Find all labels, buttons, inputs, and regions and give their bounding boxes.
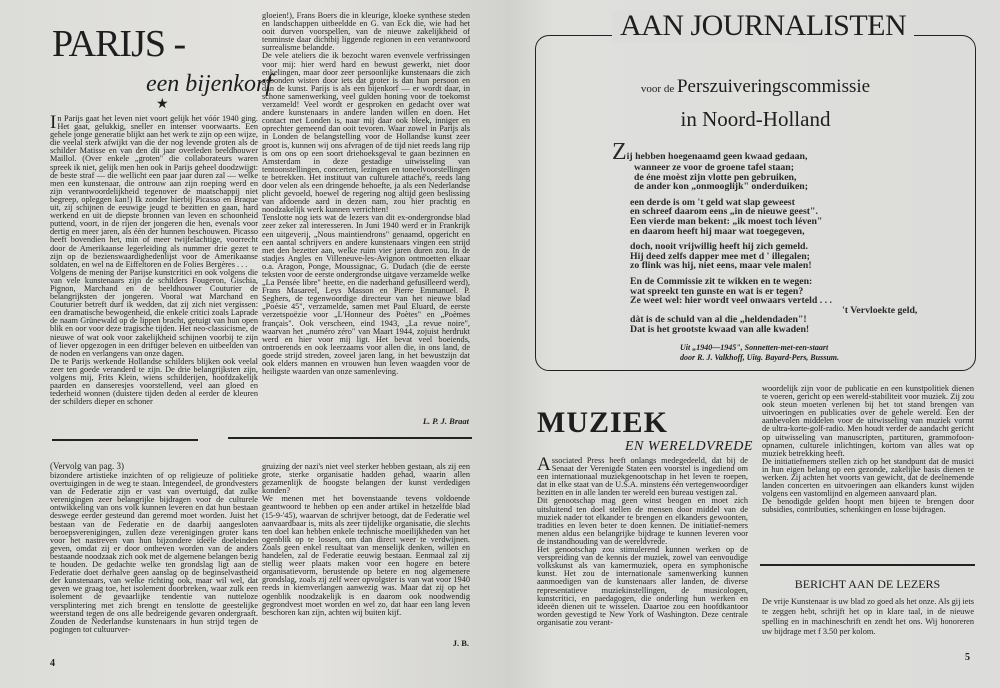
paragraph: Associated Press heeft onlangs medegedeeld, dat bij de Senaat der Verenigde Staten een voorstel is ingediend om een internationaal muziekgenootschap in het leven te roepen, dat in elke staat van de U.S.A. minstens één vertegenwoordiger bezitten en in alle landen ter wereld een bureau vestigen zal.: [537, 457, 748, 498]
poem-line: dàt is de schuld van al die „heldendaden"!: [630, 314, 807, 326]
paragraph: woordelijk zijn voor de publicatie en een kunstpolitiek dienen te voeren, gericht op een wereld-stabiliteit voor muziek. Zij zou ook steun moeten verlenen bij het tot stand brengen van uitvoeringen en publicaties over de gehele wereld. Een der aanbevolen middelen voor de uitwisseling van muziek vormt de ultra-korte-golf-radio. Men houdt verder de aandacht gericht op uitwisseling van manuscripten, partituren, grammofoon-opnamen, culturele inlichtingen, kortom van alles wat op muziek betrekking heeft.: [762, 385, 974, 458]
subtitle-main: Perszuiveringscommissie: [676, 76, 871, 97]
poem-body: [612, 139, 918, 341]
poem-subtitle: [535, 76, 976, 100]
page-number: 5: [965, 652, 970, 663]
poem-stanza: [612, 198, 917, 236]
poem-line: de ander kon „onmooglijk" onderduiken;: [634, 181, 809, 193]
poem-title: AAN JOURNALISTEN: [612, 10, 914, 42]
parijs-column-2: [262, 12, 470, 412]
poem-line: en schreef daarom eens „in de nieuwe geest".: [630, 206, 818, 218]
divider: [760, 564, 975, 566]
paragraph: gloeien!), Frans Boers die in kleurige, kloeke synthese steden en landschappen uitbeeldde en G. van Eck die, wie had het ooit durven voorspellen, van de nieuwe zakelijkheid of tenminste daar dichtbij liggende regionen in een verantwoord surrealisme belandde.: [262, 12, 470, 53]
article-title: MUZIEK: [537, 406, 669, 439]
poem-stanza: [612, 277, 917, 335]
article-title: PARIJS -: [52, 23, 186, 65]
poem-line: Hij deed zelfs dapper mee met d ' illegalen;: [630, 250, 810, 262]
paragraph: Volgens de mening der Parijse kunstcritici en ook volgens die van vele kunstenaars zijn de schilders Fougeron, Gischia, Pignon, Marchand en de beeldhouwer Couturier de belangrijksten der jongeren. Vooral wat Marchand en Couturier betreft durf ik wedden, dat zij zich niet vergissen: een dramatische bewogenheid, die enkele critici zoals Laprade de naam Grünewald op de lippen bracht, getuigt van hun open blik en oor voor deze tragische tijden. Het neo-classicisme, de nieuwe of wat ook voor zakelijkheid schijnen voorbij te zijn of liever opgezogen in een driftiger beleven en uitbeelden van de noden en verlangens van onze dagen.: [50, 267, 258, 358]
paragraph: In Parijs gaat het leven niet voort gelijk het vóór 1940 ging. Het gaat, gelukkig, sneller en intenser voorwaarts. Een gehele jonge generatie blijkt aan het werk te zijn op een wijze, die veelal sterk afwijkt van die der nog levende groten als de schilder Matisse en van den dit jaar overleden beeldhouwer Maillol. (Over enkele „groten" die collaborateurs waren spreek ik niet, gelijk men hen ook in Parijs geheel doodzwijgt: de beste straf — die wellicht een paar jaar duren zal — welke men een kunstenaar, die ontrouw aan zijn roeping werd en zijn verantwoordelijkheid tegenover de maatschappij niet begreep, opleggen kan!) Ik zonder hierbij Picasso en Braque uit, zij schijnen de eeuwige jeugd te bezitten en gaan, hard werkend en uit de diepste bronnen van leven en schoonheid puttend, voort, in de rijen der jongeren die hen, evenals voor dertig en meer jaren, als één der hunnen beschouwen. Picasso heeft bovendien het, min of meer twijfelachtige, voorrecht door de Amerikaanse legerleiding als nummer drie gezet te zijn op de bezienswaardighedenlijst voor de Amerikaanse soldaten, en wel na de Eiffeltoren en de Folies Bergères . . .: [50, 115, 258, 269]
paragraph: We menen met het bovenstaande tevens voldoende geantwoord te hebben op een ander artikel in hetzelfde blad (15-9-'45), waarvan de schrijver betoogt, dat de Federatie wel aanvaardbaar is, mits als zeer tijdelijke organisatie, die slechts ten doel kan hebben enkele technische moeilijkheden van het ogenblik op te lossen, om dan direct weer te verdwijnen. Zoals geen enkel resultaat van menselijk denken, willen en handelen, zal de Federatie eeuwig bestaan. Eenmaal zal zij stellig weer plaats maken voor een hogere en betere organisatievorm, berustende op betere en nog algemenere grondslag, zoals zij zelf weer opvolgster is van wat voor 1940 reeds in kiemverlangen aanwezig was. Maar dat zij op het ogenblik noodzakelijk is en daarom ook noodwendig gegrondvest moet worden en wel zo, dat haar een lang leven beschoren kan zijn, achten wij buiten kijf.: [262, 494, 470, 617]
poem-line: doch, nooit vrijwillig heeft hij zich gemeld.: [630, 241, 808, 253]
author-signature: J. B.: [452, 638, 469, 648]
source-line: door R. J. Valkhoff, Uitg. Bayard-Pers, Bussum.: [680, 353, 839, 362]
poem-line: Zij hebben hoegenaamd geen kwaad gedaan,: [612, 139, 808, 165]
poem-line: wat spreekt ten gunste en wat is er tegen?: [630, 285, 804, 297]
notice-title: BERICHT AAN DE LEZERS: [794, 577, 941, 591]
federatie-column-1: [50, 472, 258, 652]
paragraph: Dit genootschap mag geen winst beogen en moet zich uitsluitend ten doel stellen de mensen door middel van de muziek nader tot elkander te brengen en elkanders gewoonten, tradities en leven beter te doen kennen. De initiatief-nemers menen aldus een belangrijke bijdrage te kunnen leveren voor de instandhouding van de wereldvrede.: [537, 496, 748, 546]
poem-line: een derde is om 't geld wat slap geweest: [630, 196, 795, 208]
paragraph: De vele ateliers die ik bezocht waren evenvele verfrissingen voor mij: hier werd hard en bewust gewerkt, niet door enkelingen, maar door zeer persoonlijke kunstenaars die zich gebonden wisten door iets dat groter is dan hun persoon en dan de kunst. Parijs is als een bijenkorf — er wordt daar, in schone samenwerking, veel gulden honing voor de toekomst verzameld! Veel wordt er gesproken en gedacht over wat andere kunstenaars in andere landen willen en doen. Het contact met Londen is, naar mij daar ook bleek, inniger en oprechter gemeend dan ooit tevoren. Waar zowel in Parijs als in Londen de belangstelling voor de Hollandse kunst zeer groot is, kunnen wij ons afvragen of de tijd niet reeds lang rijp is om ons op een soort driehoeksgeval te gaan bezinnen en Amsterdam in deze gestadige uitwisseling van tentoonstellingen, concerten, lezingen en toneelvoorstellingen te betrekken. Het instituut van culturele attaché's, reeds lang door velen als een dringende behoefte, ja als een Nederlandse plicht gevoeld, hoewel de regering nog altijd geen beslissing van afdoende aard in dezen nam, zou hier prachtig en noodzakelijk werk kunnen verrichten!: [262, 51, 470, 215]
parijs-column-1: [50, 115, 258, 444]
star-ornament-icon: ★: [156, 97, 168, 112]
paragraph: Het genootschap zou stimulerend kunnen werken op de verspreiding van de kennis der muziek, zowel van eenvoudige volkskunst als van kamermuziek, opera en symphonische kunst. Het zou de internationale samenwerking kunnen aanmoedigen van de kunstenaars aller landen, de diverse representatieve muziekinstellingen, de musicologen, kunstcritici, en paedagogen, die onderling hun werken en ideeën dienen uit te wisselen. Daartoe zou een hoofdkantoor worden gevestigd te New York of Washington. Deze centrale organisatie zou verant-: [537, 545, 748, 627]
paragraph: De benodigde gelden hoopt men bijeen te brengen door subsidies, contributies, schenkingen en losse bijdragen.: [762, 497, 974, 515]
poem-line: Een vierde man bekent: „ik moest toch léven": [630, 215, 823, 227]
article-subtitle: een bijenkorf: [146, 71, 272, 97]
poem-line: 't Vervloekte geld,: [842, 304, 918, 316]
poem-line: Ze weet wel: hier wordt veel onwaars verteld . . .: [630, 295, 832, 307]
federatie-column-2: [262, 463, 470, 635]
divider: [52, 439, 198, 441]
article-subtitle: EN WERELDVREDE: [625, 439, 753, 454]
page-number: 4: [50, 658, 55, 669]
poem-stanza: [612, 242, 917, 271]
paragraph: De te Parijs werkende Hollandse schilders blijken ook veelal zeer ten goede veranderd te zijn. De drie belangrijksten zijn, volgens mij, Frits Klein, wiens schilderijen, hoofdzakelijk paarden en danseresjes voorstellend, veel aan gloed en tederheid wonnen (duistere tijden deden al eerder de kleuren der schilders dieper en schoner: [50, 356, 258, 407]
notice-text: De vrije Kunstenaar is uw blad zo goed als het onze. Als gij iets te zeggen hebt, schrijft het op in klare taal, in de nieuwe spelling en in machineschrift en zendt het ons. Wij honoreren uw bijdrage met f 3.50 per kolom.: [762, 597, 974, 636]
poem-line: zo flink was hij, niet eens, maar vele malen!: [630, 260, 812, 272]
poem-line: de éne moèst zijn vlotte pen gebruiken,: [634, 171, 797, 183]
muziek-column-1: [537, 457, 748, 643]
poem-stanza: [612, 139, 917, 193]
poem-subtitle-line2: in Noord-Holland: [680, 107, 831, 131]
continued-note: (Vervolg van pag. 3): [50, 461, 124, 471]
paragraph: De initiatiefnemers stellen zich op het standpunt dat de musici in hun eigen belang op een gezonde, zakelijke basis dienen te werken. Zij achten het voorts van gewicht, dat de deelnemende landen concerten en uitvoeringen aan elkanders kunst wijden volgens een vastomlijnd en algemeen aanvaard plan.: [762, 456, 974, 499]
paragraph: gruizing der nazi's niet veel sterker hebben gestaan, als zij een grote, sterke organisatie hadden gehad, waarin allen gezamenlijk de hoogste belangen der kunst verdedigen konden?: [262, 463, 470, 496]
muziek-column-2: [762, 385, 974, 545]
poem-source: [680, 343, 839, 363]
source-line: Uit „1940—1945", Sonnetten-met-een-staart: [680, 343, 829, 352]
poem-line: wanneer ze voor de groene tafel staan;: [634, 162, 794, 173]
subtitle-prefix: voor de: [640, 83, 675, 95]
poem-line: en daarom heeft hij maar wat toegegeven,: [630, 225, 805, 237]
paragraph: Tenslotte nog iets wat de lezers van dit ex-ondergrondse blad zeer zeker zal interesseren. In Juni 1940 werd er in Frankrijk een uitgeverij, „Nous maintiendrons" genaamd, opgericht en een aantal schrijvers en andere kunstenaars vingen een strijd met den bezetter aan, welke ruim vier jaren duren zou. In de stadjes Angles en Villeneuve-les-Avignon ontmoetten elkaar o.a. Aragon, Ponge, Moussignac, G. Dudach (die de eerste teksten voor de eerste ondergrondse uitgave verzamelde welke „La Pensée libre" heette, en die naderhand gefusilleerd werd), Frans Masareel, Leys Masson en Pierre Emmanuel. P. Seghers, de tegenwoordige directeur van het nieuwe blad „Poésie 45", verzamelde, samen met Paul Eluard, de eerste verzetspoëzie voor „L'Honneur des Poètes" en „Poèmes français". Ook verscheen, eind 1943, „La revue noire", waarvan het „numéro zéro" van Maart 1944, zojuist herdrukt werd en hier voor mij ligt. Het bevat veel boeiends, ontroerends en ook leerzaams voor allen die, in ons land, de goede strijd streden, zoveel jaren lang, in het bewustzijn dat ook elders mannen en vrouwen hun leven waagden voor de heiligste waarden van onze samenleving.: [262, 213, 470, 377]
paragraph: bizondere artistieke inzichten of op religieuze of politieke overtuigingen in de weg te staan. Integendeel, de grondvesters van de Federatie zijn er vast van overtuigd, dat zulke verenigingen zeer belangrijke bijdragen voor de culturele ontwikkeling van ons volk kunnen leveren en dat hun bestaan deswege eerder gesteund dan geremd moet worden. Juist het bestaan van de Federatie en de daarbij aangesloten beroepsverenigingen, zullen deze verenigingen groter kans voor het nastreven van hun bijzondere ideële doeleinden geven, omdat zij er door ontheven worden van de anders bestaande noodzaak zich ook met de algemene belangen bezig te houden. De gedachte welke ten grondslag ligt aan de Federatie doet derhalve geen aanslag op de beginselvastheid der kunstenaars, van welke richting ook, maar wil wel, dat geven we graag toe, het isolement doorbreken, waar zulk een isolement de gevaarlijke tendentie van nutteloze versplintering met zich brengt en tenslotte de geestelijke weerstand tegen de ons alle bedreigende gevaren ondergraaft. Zouden de Nederlandse kunstenaars in hun strijd tegen de pogingen tot cultuurver-: [50, 472, 258, 634]
divider: [228, 437, 472, 439]
poem-line: En de Commissie zit te wikken en te wegen:: [630, 275, 813, 287]
author-signature: L. P. J. Braat: [422, 416, 469, 426]
poem-line: Dat is het grootste kwaad van alle kwaden!: [630, 323, 810, 335]
